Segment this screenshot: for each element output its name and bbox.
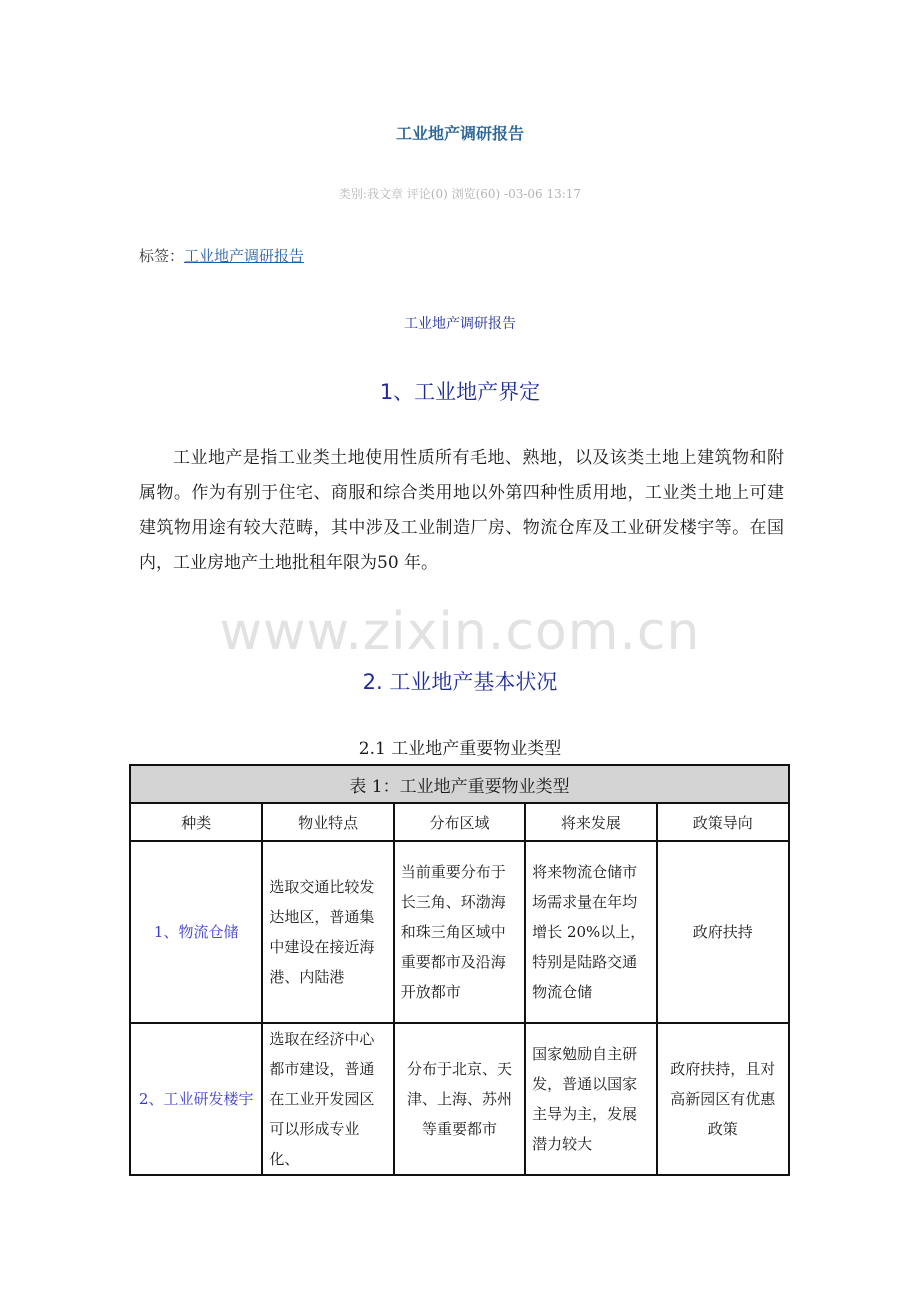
tags-line — [139, 245, 304, 266]
table-cell-future: 将来物流仓储市场需求量在年均增长 20%以上，特别是陆路交通物流仓储 — [525, 841, 656, 1023]
table-cell-policy: 政府扶持，且对高新园区有优惠政策 — [657, 1023, 789, 1175]
property-type-table — [129, 764, 790, 1176]
column-header: 种类 — [130, 803, 262, 841]
table-caption-row — [130, 765, 789, 803]
article-title: 工业地产调研报告 — [395, 124, 524, 143]
article-meta: 类别:我文章 评论(0) 浏览(60) -03-06 13:17 — [338, 187, 582, 201]
document-subtitle: 工业地产调研报告 — [404, 316, 516, 332]
table-row — [130, 1023, 789, 1175]
column-header: 分布区域 — [394, 803, 525, 841]
table-header-row — [130, 803, 789, 841]
tag-link[interactable]: 工业地产调研报告 — [184, 247, 305, 265]
table-row — [130, 841, 789, 1023]
paragraph-text: 工业地产是指工业类土地使用性质所有毛地、熟地，以及该类土地上建筑物和附属物。作为有别于住宅、商服和综合类用地以外第四种性质用地，工业类土地上可建建筑物用途有较大范畴，其中涉及工业制造厂房、物流仓库及工业研发楼宇等。在国内，工业房地产土地批租年限为50 年。 — [139, 448, 784, 573]
table-cell-region: 分布于北京、天津、上海、苏州等重要都市 — [394, 1023, 525, 1175]
table-cell-feature: 选取在经济中心都市建设，普通在工业开发园区可以形成专业化、 — [262, 1023, 393, 1175]
section-2-1-heading: 2.1 工业地产重要物业类型 — [358, 739, 562, 759]
table-cell-region: 当前重要分布于长三角、环渤海和珠三角区域中重要都市及沿海开放都市 — [394, 841, 525, 1023]
table-cell-feature: 选取交通比较发达地区，普通集中建设在接近海港、内陆港 — [262, 841, 393, 1023]
table-cell-policy: 政府扶持 — [657, 841, 789, 1023]
section-2-heading: 2. 工业地产基本状况 — [362, 670, 558, 694]
table-caption: 表 1：工业地产重要物业类型 — [130, 765, 789, 803]
table-cell-kind: 2、工业研发楼宇 — [130, 1023, 262, 1175]
table-cell-future: 国家勉励自主研发，普通以国家主导为主，发展潜力较大 — [525, 1023, 656, 1175]
table-cell-kind: 1、物流仓储 — [130, 841, 262, 1023]
column-header: 物业特点 — [262, 803, 393, 841]
tags-label: 标签： — [139, 247, 185, 265]
section-1-heading: 1、工业地产界定 — [379, 380, 541, 404]
watermark: www.zixin.com.cn — [219, 602, 701, 662]
section-1-paragraph — [139, 441, 784, 581]
column-header: 将来发展 — [525, 803, 656, 841]
column-header: 政策导向 — [657, 803, 789, 841]
